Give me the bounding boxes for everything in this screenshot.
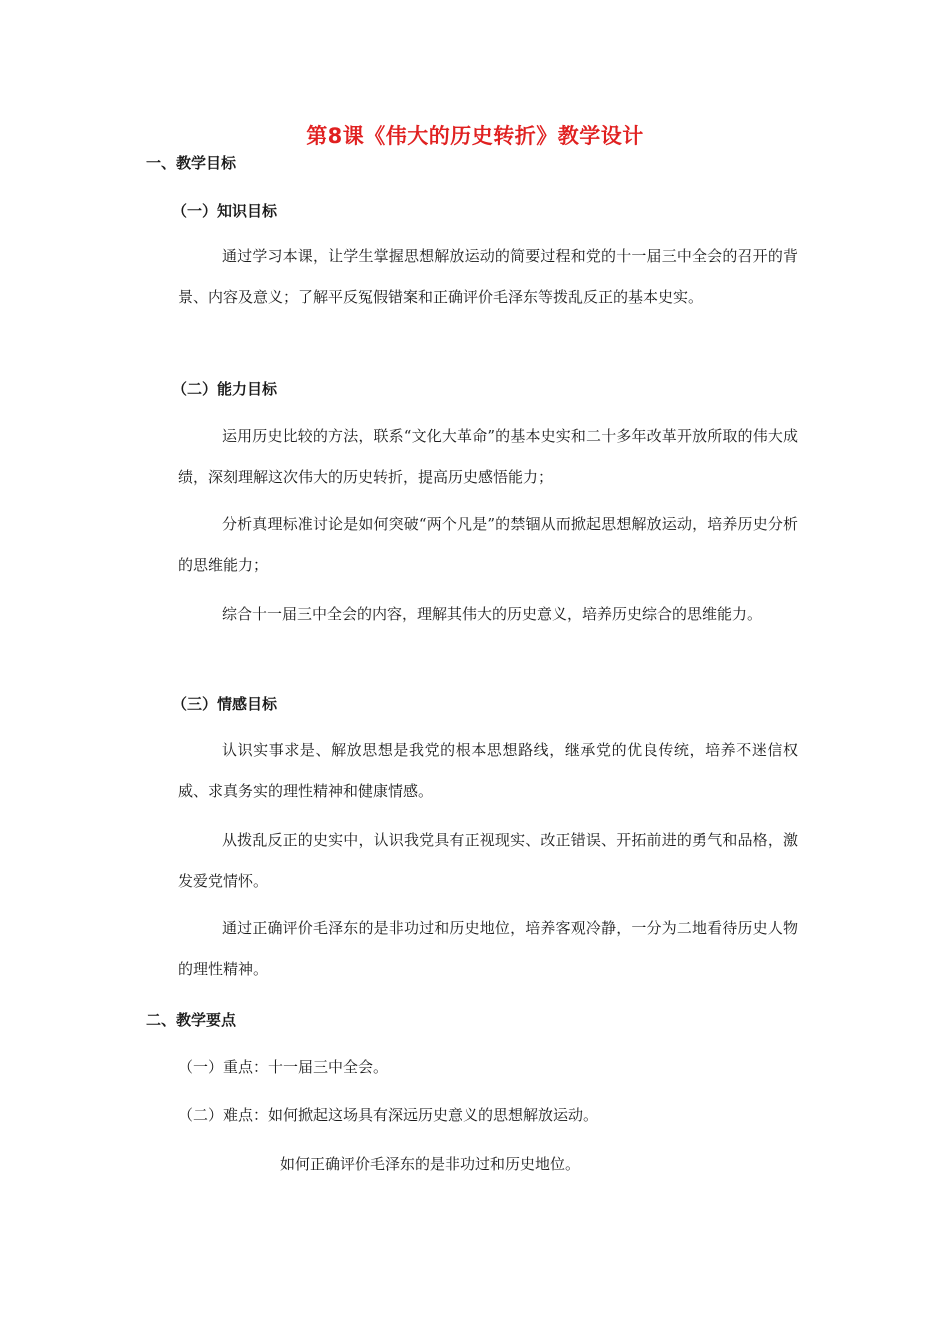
paragraph-ability-1: 运用历史比较的方法，联系“文化大革命”的基本史实和二十多年改革开放所取的伟大成绩，深刻理解这次伟大的历史转折，提高历史感悟能力；	[178, 427, 798, 486]
paragraph-emotional-3: 通过正确评价毛泽东的是非功过和历史地位，培养客观冷静，一分为二地看待历史人物的理性精神。	[178, 919, 798, 978]
paragraph-knowledge-1: 通过学习本课，让学生掌握思想解放运动的简要过程和党的十一届三中全会的召开的背景、内容及意义；了解平反冤假错案和正确评价毛泽东等拨乱反正的基本史实。	[178, 247, 798, 306]
paragraph-ability-2: 分析真理标准讨论是如何突破“两个凡是”的禁锢从而掀起思想解放运动，培养历史分析的思维能力；	[178, 515, 798, 574]
subheading-emotional-objectives: （三）情感目标	[172, 695, 278, 713]
paragraph-emotional-1: 认识实事求是、解放思想是我党的根本思想路线，继承党的优良传统，培养不迷信权威、求真务实的理性精神和健康情感。	[178, 741, 798, 800]
section-heading-objectives: 一、教学目标	[146, 154, 237, 172]
difficulty-text: （二）难点：如何掀起这场具有深远历史意义的思想解放运动。	[178, 1106, 599, 1124]
document-title: 第8课《伟大的历史转折》教学设计	[306, 124, 644, 148]
subheading-knowledge-objectives: （一）知识目标	[172, 202, 278, 220]
key-point-text: （一）重点：十一届三中全会。	[178, 1058, 389, 1076]
paragraph-ability-3: 综合十一届三中全会的内容，理解其伟大的历史意义，培养历史综合的思维能力。	[222, 605, 763, 623]
paragraph-emotional-2: 从拨乱反正的史实中，认识我党具有正视现实、改正错误、开拓前进的勇气和品格，激发爱党情怀。	[178, 831, 798, 890]
difficulty-text-continued: 如何正确评价毛泽东的是非功过和历史地位。	[280, 1155, 581, 1173]
subheading-ability-objectives: （二）能力目标	[172, 380, 278, 398]
section-heading-key-points: 二、教学要点	[146, 1011, 237, 1029]
